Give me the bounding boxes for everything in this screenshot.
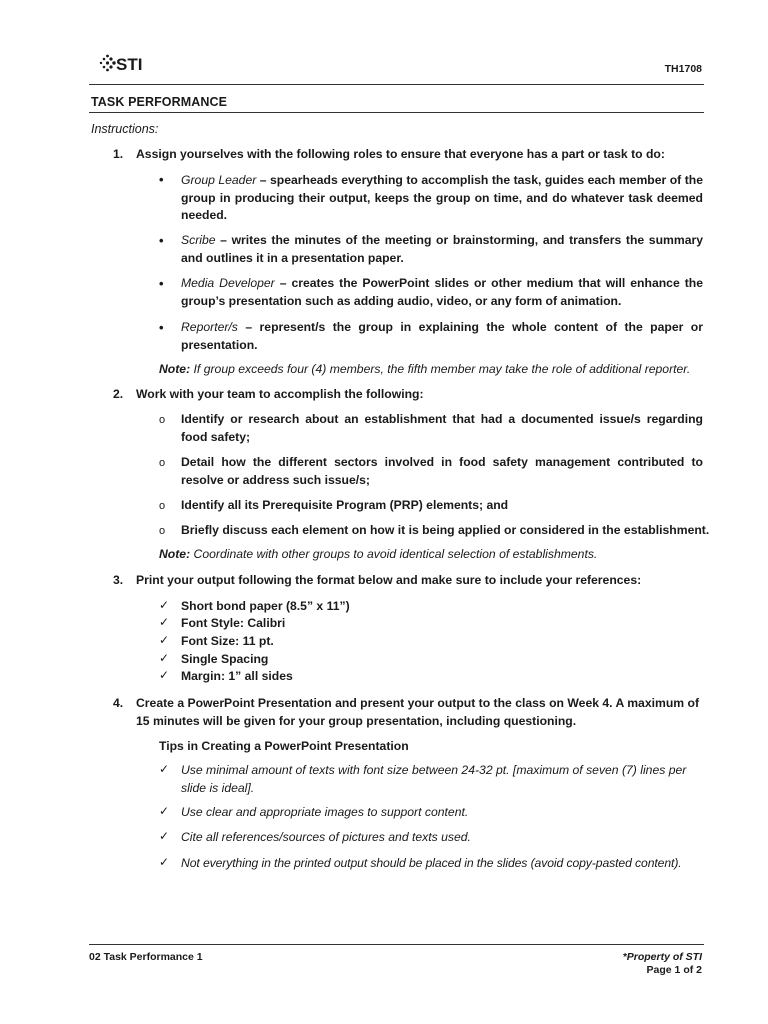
footer-page-number: Page 1 of 2	[646, 964, 702, 976]
format-item: Font Size: 11 pt.	[181, 634, 274, 648]
task-item: Identify all its Prerequisite Program (PRP) elements; and	[181, 498, 509, 512]
check-icon: ✓	[159, 615, 170, 629]
check-icon: ✓	[159, 633, 170, 647]
circle-bullet-icon: o	[159, 500, 166, 512]
page-title: TASK PERFORMANCE	[91, 95, 228, 109]
footer-divider	[89, 944, 704, 945]
check-icon: ✓	[159, 855, 170, 869]
header-divider	[89, 84, 704, 85]
circle-bullet-icon: o	[159, 414, 166, 426]
task-item: Detail how the different sectors involved in food safety management contributed to resolve or address such issue/s;	[181, 455, 703, 487]
title-divider	[89, 112, 704, 113]
tip-item: Use clear and appropriate images to support content.	[181, 805, 469, 819]
note-establishments: Note: Coordinate with other groups to avoid identical selection of establishments.	[159, 547, 598, 561]
item-4-text: Create a PowerPoint Presentation and present your output to the class on Week 4. A maximum of 15 minutes will be given for your group presentation, including questioning.	[136, 696, 700, 728]
bullet-icon: •	[159, 276, 164, 291]
task-item: Identify or research about an establishment that had a documented issue/s regarding food safety;	[181, 412, 703, 444]
item-number: 3.	[113, 573, 124, 587]
svg-text:STI: STI	[116, 55, 143, 74]
circle-bullet-icon: o	[159, 457, 166, 469]
footer-property: *Property of STI	[622, 951, 702, 963]
check-icon: ✓	[159, 651, 170, 665]
item-1-text: Assign yourselves with the following roles to ensure that everyone has a part or task to do:	[136, 147, 665, 161]
format-item: Short bond paper (8.5” x 11”)	[181, 599, 350, 613]
format-item: Font Style: Calibri	[181, 616, 286, 630]
bullet-icon: •	[159, 320, 164, 335]
check-icon: ✓	[159, 598, 170, 612]
note-roles: Note: If group exceeds four (4) members, the fifth member may take the role of additional reporter.	[159, 362, 691, 376]
footer-module: 02 Task Performance 1	[89, 951, 203, 963]
format-item: Single Spacing	[181, 652, 269, 666]
tip-item: Cite all references/sources of pictures and texts used.	[181, 830, 471, 844]
role-scribe: Scribe – writes the minutes of the meeting or brainstorming, and transfers the summary and outlines it in a presentation paper.	[181, 233, 703, 265]
item-number: 2.	[113, 387, 124, 401]
check-icon: ✓	[159, 829, 170, 843]
sti-logo	[97, 50, 149, 76]
role-group-leader: Group Leader – spearheads everything to accomplish the task, guides each member of the group in producing their output, keeps the group on time, and do whatever task deemed needed.	[181, 173, 703, 222]
tip-item: Not everything in the printed output should be placed in the slides (avoid copy-pasted content).	[181, 856, 682, 870]
instructions-label: Instructions:	[91, 122, 159, 136]
item-3-text: Print your output following the format below and make sure to include your references:	[136, 573, 642, 587]
bullet-icon: •	[159, 172, 164, 187]
document-code: TH1708	[664, 63, 702, 75]
check-icon: ✓	[159, 668, 170, 682]
tip-item: Use minimal amount of texts with font size between 24-32 pt. [maximum of seven (7) lines per slide is ideal].	[181, 763, 687, 795]
item-number: 4.	[113, 696, 124, 710]
tips-title: Tips in Creating a PowerPoint Presentation	[159, 739, 409, 753]
task-item: Briefly discuss each element on how it is being applied or considered in the establishment.	[181, 523, 710, 537]
bullet-icon: •	[159, 233, 164, 248]
check-icon: ✓	[159, 804, 170, 818]
check-icon: ✓	[159, 762, 170, 776]
item-number: 1.	[113, 147, 124, 161]
role-media-developer: Media Developer – creates the PowerPoint slides or other medium that will enhance the group’s presentation such as adding audio, video, or any form of animation.	[181, 276, 703, 308]
format-item: Margin: 1” all sides	[181, 669, 293, 683]
circle-bullet-icon: o	[159, 525, 166, 537]
role-reporter: Reporter/s – represent/s the group in explaining the whole content of the paper or presentation.	[181, 320, 703, 352]
item-2-text: Work with your team to accomplish the following:	[136, 387, 424, 401]
